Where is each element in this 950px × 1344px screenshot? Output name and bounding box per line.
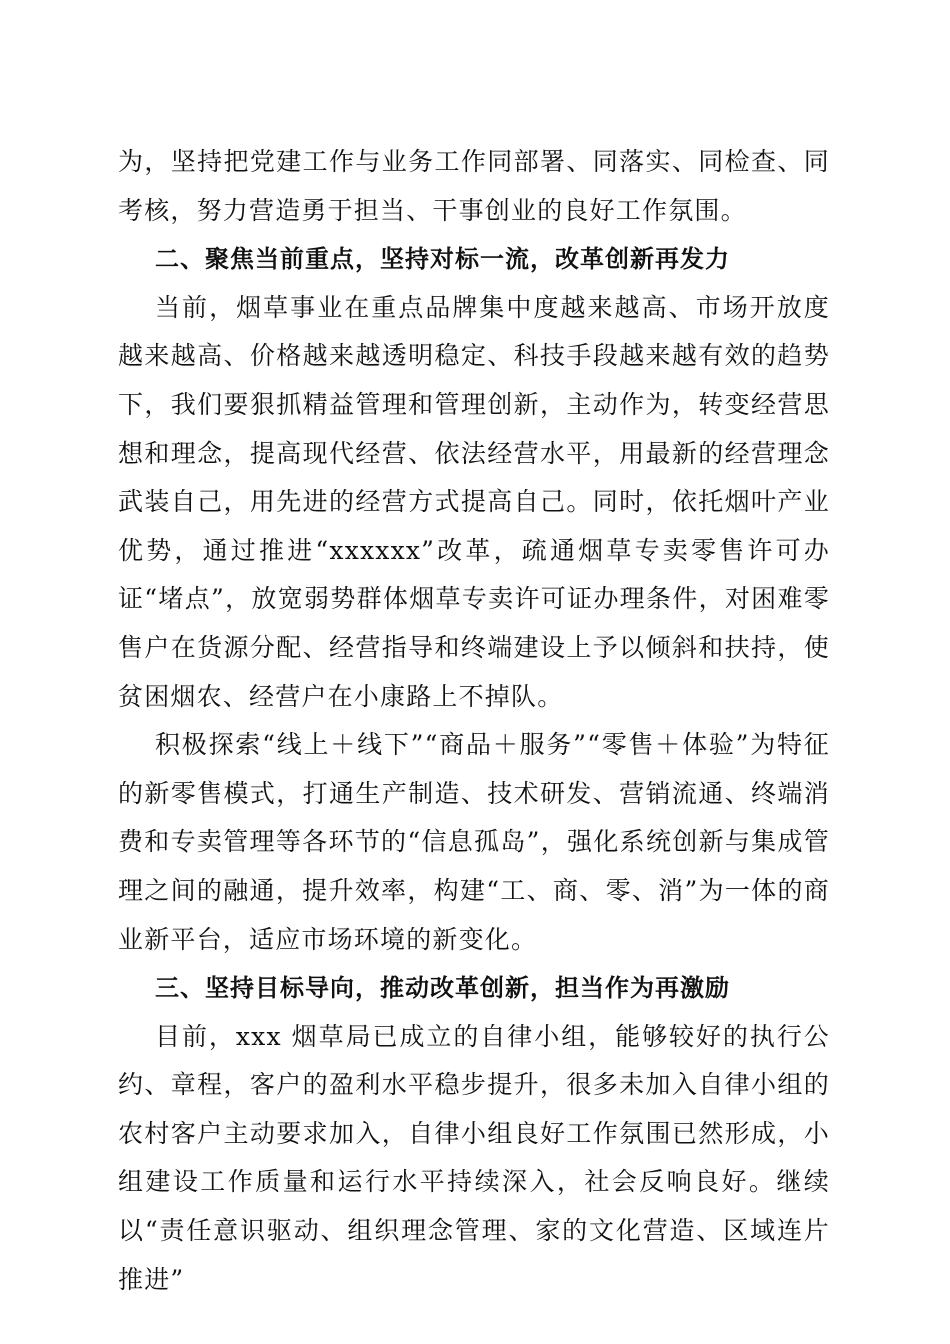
document-body — [118, 138, 830, 1304]
section-heading-3: 三、坚持目标导向，推动改革创新，担当作为再激励 — [155, 974, 730, 1003]
paragraph-3-1: 目前，xxx 烟草局已成立的自律小组，能够较好的执行公约、章程，客户的盈利水平稳步提升，很多未加入自律小组的农村客户主动要求加入，自律小组良好工作氛围已然形成，小组建设工作质量和运行水平持续深入，社会反响良好。继续以“责任意识驱动、组织理念管理、家的文化营造、区域连片推进” — [118, 1021, 830, 1294]
paragraph-2-2: 积极探索“线上＋线下”“商品＋服务”“零售＋体验”为特征的新零售模式，打通生产制造、技术研发、营销流通、终端消费和专卖管理等各环节的“信息孤岛”，强化系统创新与集成管理之间的融通，提升效率，构建“工、商、零、消”为一体的商业新平台，适应市场环境的新变化。 — [118, 730, 830, 954]
paragraph-2-1: 当前，烟草事业在重点品牌集中度越来越高、市场开放度越来越高、价格越来越透明稳定、科技手段越来越有效的趋势下，我们要狠抓精益管理和管理创新，主动作为，转变经营思想和理念，提高现代经营、依法经营水平，用最新的经营理念武装自己，用先进的经营方式提高自己。同时，依托烟叶产业优势，通过推进“xxxxxx”改革，疏通烟草专卖零售许可办证“堵点”，放宽弱势群体烟草专卖许可证办理条件，对困难零售户在货源分配、经营指导和终端建设上予以倾斜和扶持，使贫困烟农、经营户在小康路上不掉队。 — [118, 292, 830, 711]
section-heading-2: 二、聚焦当前重点，坚持对标一流，改革创新再发力 — [155, 245, 730, 274]
paragraph-continued: 为，坚持把党建工作与业务工作同部署、同落实、同检查、同考核，努力营造勇于担当、干事创业的良好工作氛围。 — [118, 147, 830, 225]
